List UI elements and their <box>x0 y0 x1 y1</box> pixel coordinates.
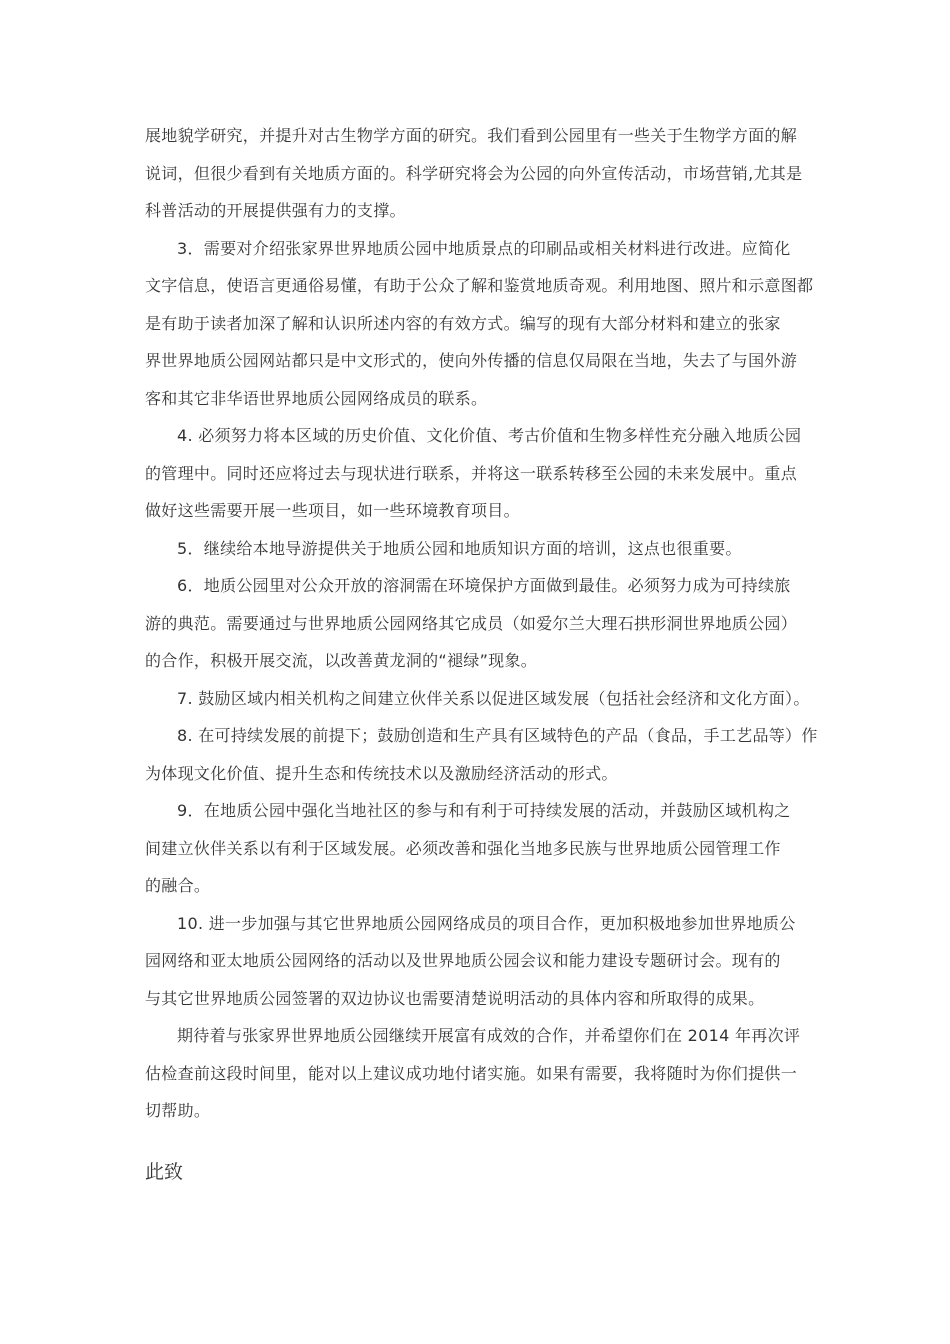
text-line: 切帮助。 <box>145 1101 211 1120</box>
text-line: 与其它世界地质公园签署的双边协议也需要清楚说明活动的具体内容和所取得的成果。 <box>145 989 765 1008</box>
text-line: 的融合。 <box>145 876 211 895</box>
text-line: 估检查前这段时间里，能对以上建议成功地付诸实施。如果有需要，我将随时为你们提供一 <box>145 1064 798 1083</box>
closing-salutation: 此致 <box>145 1161 184 1183</box>
text-line: 游的典范。需要通过与世界地质公园网络其它成员（如爱尔兰大理石拱形洞世界地质公园） <box>145 614 798 633</box>
text-line: 4. 必须努力将本区域的历史价值、文化价值、考古价值和生物多样性充分融入地质公园 <box>177 426 802 445</box>
text-line: 客和其它非华语世界地质公园网络成员的联系。 <box>145 389 488 408</box>
text-line: 是有助于读者加深了解和认识所述内容的有效方式。编写的现有大部分材料和建立的张家 <box>145 314 781 333</box>
text-line: 5．继续给本地导游提供关于地质公园和地质知识方面的培训，这点也很重要。 <box>177 539 742 558</box>
text-line: 的管理中。同时还应将过去与现状进行联系，并将这一联系转移至公园的未来发展中。重点 <box>145 464 798 483</box>
text-line: 3．需要对介绍张家界世界地质公园中地质景点的印刷品或相关材料进行改进。应简化 <box>177 239 791 258</box>
text-line: 为体现文化价值、提升生态和传统技术以及激励经济活动的形式。 <box>145 764 618 783</box>
text-line: 界世界地质公园网站都只是中文形式的，使向外传播的信息仅局限在当地，失去了与国外游 <box>145 351 798 370</box>
text-line: 园网络和亚太地质公园网络的活动以及世界地质公园会议和能力建设专题研讨会。现有的 <box>145 951 781 970</box>
text-line: 9．在地质公园中强化当地社区的参与和有利于可持续发展的活动，并鼓励区域机构之 <box>177 801 791 820</box>
text-line: 间建立伙伴关系以有利于区域发展。必须改善和强化当地多民族与世界地质公园管理工作 <box>145 839 781 858</box>
text-line: 科普活动的开展提供强有力的支撑。 <box>145 201 406 220</box>
text-line: 7. 鼓励区域内相关机构之间建立伙伴关系以促进区域发展（包括社会经济和文化方面）。 <box>177 689 810 708</box>
text-line: 的合作，积极开展交流，以改善黄龙洞的“褪绿”现象。 <box>145 651 538 670</box>
text-line: 说词，但很少看到有关地质方面的。科学研究将会为公园的向外宣传活动，市场营销,尤其是 <box>145 164 803 183</box>
text-line: 做好这些需要开展一些项目，如一些环境教育项目。 <box>145 501 520 520</box>
text-line: 展地貌学研究，并提升对古生物学方面的研究。我们看到公园里有一些关于生物学方面的解 <box>145 126 798 145</box>
text-line: 期待着与张家界世界地质公园继续开展富有成效的合作，并希望你们在 2014 年再次评 <box>177 1026 801 1045</box>
text-line: 10. 进一步加强与其它世界地质公园网络成员的项目合作，更加积极地参加世界地质公 <box>177 914 796 933</box>
text-line: 文字信息，使语言更通俗易懂，有助于公众了解和鉴赏地质奇观。利用地图、照片和示意图都 <box>145 276 814 295</box>
text-line: 6．地质公园里对公众开放的溶洞需在环境保护方面做到最佳。必须努力成为可持续旅 <box>177 576 791 595</box>
text-line: 8. 在可持续发展的前提下；鼓励创造和生产具有区域特色的产品（食品，手工艺品等）作 <box>177 726 818 745</box>
